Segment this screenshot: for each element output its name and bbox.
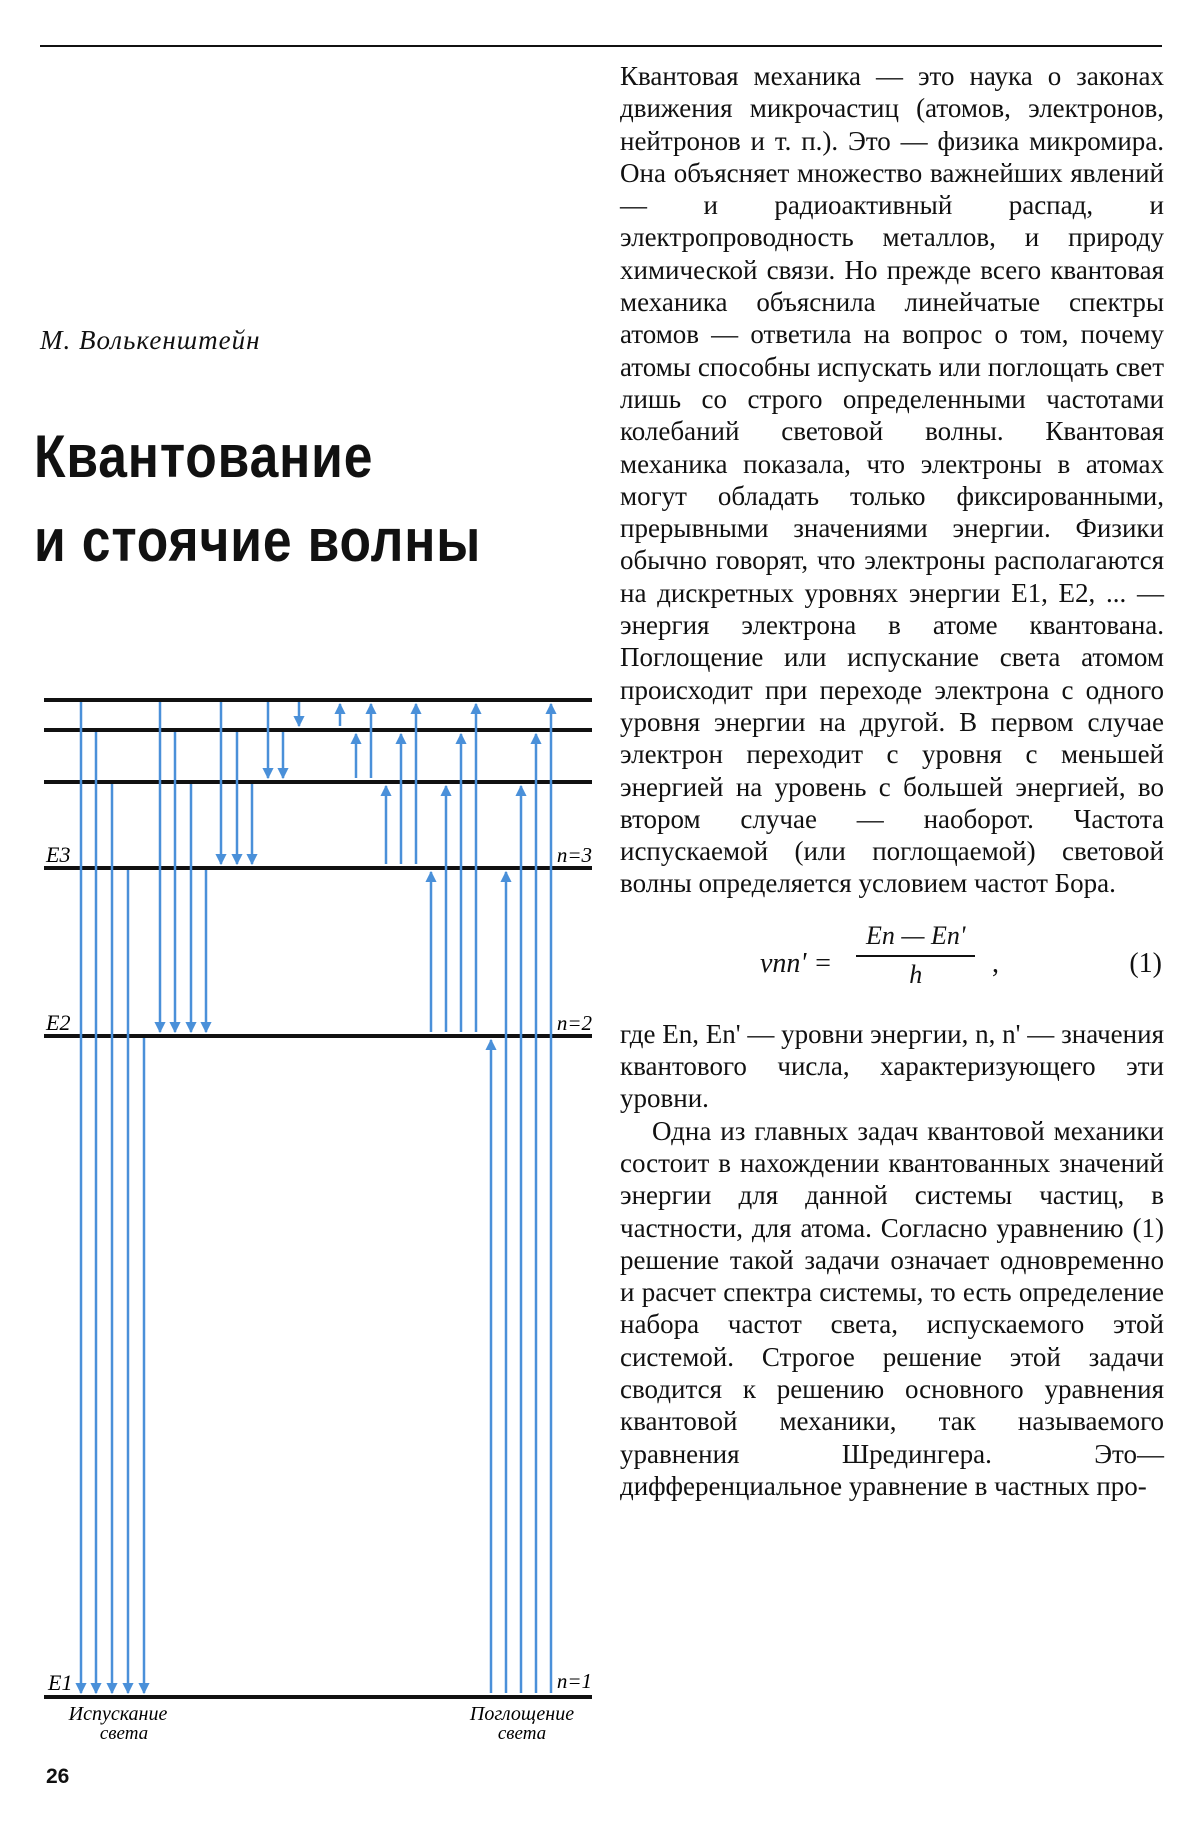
formula-fraction <box>856 920 975 992</box>
top-rule <box>40 45 1162 47</box>
paragraph-3: Одна из главных задач квантовой механики состоит в нахождении квантованных значений энергии для данной системы частиц, в частности, для атома. Согласно уравнению (1) решение такой задачи означает одновременно и расчет спектра системы, то есть определение набора частот света, испускаемого этой системой. Строгое решение этой задачи сводится к решению основного уравнения квантовой механики, так называемого уравнения Шредингера. Это—дифференциальное уравнение в частных про- <box>620 1115 1164 1501</box>
level-label-e2: E2 <box>46 1010 71 1035</box>
formula-comma: , <box>992 947 999 979</box>
formula-numerator: En — En' <box>866 920 966 950</box>
formula-lhs: νnn' = <box>760 947 833 979</box>
level-label-e3: E3 <box>46 842 71 867</box>
level-label-n1: n=1 <box>556 1669 592 1693</box>
title-line-1: Квантование <box>34 423 374 490</box>
transition-arrows <box>81 702 551 1693</box>
paragraph-1: Квантовая механика — это наука о законах движения микрочастиц (атомов, электронов, нейтронов и т. п.). Это — физика микромира. Она объясняет множество важнейших явлений — и радиоактивный распад, и электропроводность металлов, и природу химической связи. Но прежде всего квантовая механика объяснила линейчатые спектры атомов — ответила на вопрос о том, почему атомы способны испускать или поглощать свет лишь со строго определенными частотами колебаний световой волны. Квантовая механика показала, что электроны в атомах могут обладать только фиксированными, прерывными значениями энергии. Физики обычно говорят, что электроны располагаются на дискретных уровнях энергии E1, E2, ... — энергия электрона в атоме квантована. Поглощение или испускание света атомом происходит при переходе электрона с одного уровня энергии на другой. В первом случае электрон переходит с уровня с меньшей энергией на уровень с большей энергией, во втором случае — наоборот. Частота испускаемой (или поглощаемой) световой волны определяется условием частот Бора. <box>620 61 1164 899</box>
equation-number: (1) <box>1129 947 1162 979</box>
caption-absorption-line-2: света <box>497 1723 547 1744</box>
level-label-n3: n=3 <box>556 843 592 867</box>
level-label-e1: E1 <box>48 1670 73 1695</box>
paragraph-2: где En, En' — уровни энергии, n, n' — значения квантового числа, характеризующего эти уровни. <box>620 1018 1164 1114</box>
caption-absorption-line-1: Поглощение <box>469 1703 575 1725</box>
caption-emission-line-2: света <box>99 1723 149 1744</box>
article-title <box>34 415 481 583</box>
caption-emission-line-1: Испускание <box>68 1703 168 1725</box>
energy-level-diagram <box>0 680 610 1760</box>
article-body <box>620 60 1164 1502</box>
level-label-n2: n=2 <box>556 1011 592 1035</box>
formula-denominator: h <box>909 960 923 990</box>
page-number: 26 <box>46 1765 70 1788</box>
author-name: М. Волькенштейн <box>40 325 261 355</box>
title-line-2: и стоячие волны <box>34 507 482 574</box>
bohr-frequency-formula <box>620 900 1164 1018</box>
